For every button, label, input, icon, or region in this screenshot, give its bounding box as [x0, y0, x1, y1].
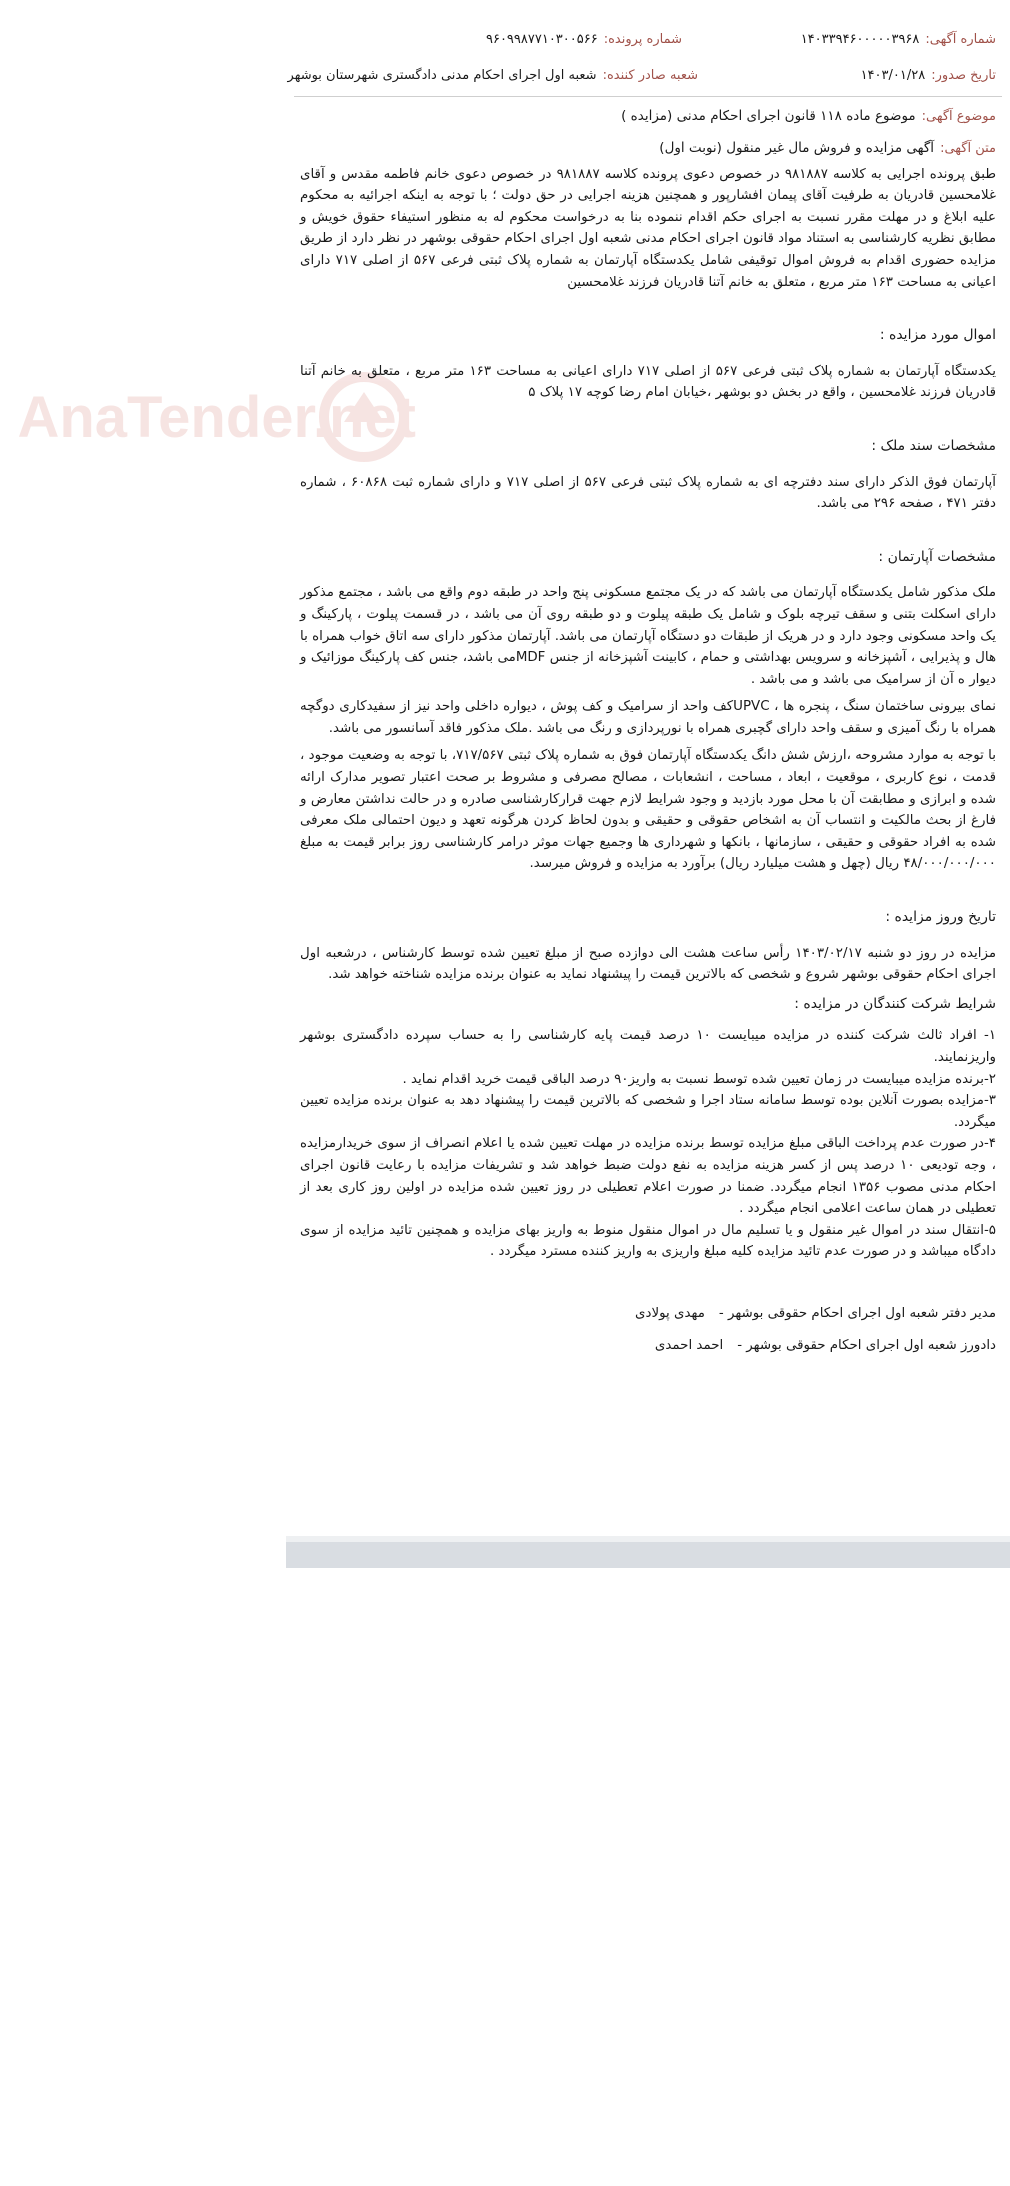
signature-title: مدیر دفتر شعبه اول اجرای احکام حقوقی بوشهر - — [718, 1305, 996, 1321]
apartment-paragraph-1: ملک مذکور شامل یکدستگاه آپارتمان می باشد که در یک مجتمع مسکونی پنج واحد در طبقه دوم واقع می باشد ، مجتمع مذکور دارای اسکلت بتنی و سقف تیرچه بلوک و شامل یک طبقه پیلوت و دو طبقه روی آن می باشد ، در قسمت پیلوت ، پارکینگ و یک واحد مسکونی وجود دارد و در هریک از طبقات دو دستگاه آپارتمان می باشد. آپارتمان مذکور دارای سه اتاق خواب همراه با هال و پذیرایی ، آشپزخانه و سرویس بهداشتی و حمام ، کابینت آشپزخانه از جنس MDFمی باشد، جنس کف پارکینگ موزائیک و دیوار ه آن از سرامیک می باشد و می باشد . — [300, 585, 997, 687]
conditions-heading: شرایط شرکت کنندگان در مزایده : — [794, 995, 996, 1012]
ad-text-label: متن آگهی: — [940, 141, 996, 156]
apartment-paragraph-2: نمای بیرونی ساختمان سنگ ، پنجره ها ، UPVCکف واحد از سرامیک و کف پوش ، دیواره داخلی واحد نیز از سفیدکاری دوگچه همراه با رنگ آمیزی و سقف واحد دارای گچبری همراه با نورپردازی و رنگ می باشد .ملک مذکور فاقد آسانسور می باشد. — [300, 699, 997, 736]
signature-line — [300, 1303, 996, 1325]
signature-line — [300, 1335, 996, 1357]
ad-text-value: آگهی مزایده و فروش مال غیر منقول (نوبت اول) — [659, 140, 935, 156]
condition-item: ۴-در صورت عدم پرداخت الباقی مبلغ مزایده توسط برنده مزایده در مهلت تعیین شده یا اعلام انصراف از سوی خریدارمزایده ، وجه تودیعی ۱۰ درصد پس از کسر هزینه مزایده به نفع دولت ضبط خواهد شد و تشریفات مزایده با رعایت قانون اجرای احکام مدنی مصوب ۱۳۵۶ انجام میگردد. ضمنا در صورت اعلام تعطیلی در روز تعیین شده مزایده در اولین روز کاری بعد از تعطیلی در همان ساعت اعلامی انجام میگردد . — [300, 1136, 996, 1217]
case-number: ۹۶۰۹۹۸۷۷۱۰۳۰۰۵۶۶ — [485, 32, 598, 47]
condition-item: ۱- افراد ثالث شرکت کننده در مزایده میبایست ۱۰ درصد قیمت پایه کارشناسی را به حساب سپرده دادگستری بوشهر واریزنمایند. — [300, 1028, 997, 1065]
deed-paragraph: آپارتمان فوق الذکر دارای سند دفترچه ای به شماره پلاک ثبتی فرعی ۵۶۷ از اصلی ۷۱۷ و دارای شماره ثبت ۶۰۸۶۸ ، شماره دفتر ۴۷۱ ، صفحه ۲۹۶ می باشد. — [300, 474, 996, 512]
intro-paragraph: طبق پرونده اجرایی به کلاسه ۹۸۱۸۸۷ در خصوص دعوی پرونده کلاسه ۹۸۱۸۸۷ در خصوص دعوی خانم فاطمه مقدس و آقای غلامحسین قادریان به طرفیت آقای پیمان افشارپور و همچنین هزینه اجرایی در حق دولت ؛ با توجه به اینکه اجرائیه به محکوم علیه ابلاغ و در مهلت مقرر نسبت به اجرای حکم اقدام ننموده بنا به درخواست محکوم له به منظور استیفاء حقوق خویش و مطابق نظریه کارشناسی به استناد مواد قانون اجرای احکام مدنی شعبه اول اجرای احکام حقوقی بوشهر در نظر دارد از طریق مزایده حضوری اقدام به فروش اموال توقیفی شامل یکدستگاه آپارتمان به شماره پلاک ثبتی فرعی ۵۶۷ از اصلی ۷۱۷ دارای اعیانی به مساحت ۱۶۳ متر مربع ، متعلق به خانم آتنا قادریان فرزند غلامحسین — [300, 166, 997, 290]
assets-paragraph: یکدستگاه آپارتمان به شماره پلاک ثبتی فرعی ۵۶۷ از اصلی ۷۱۷ دارای اعیانی به مساحت ۱۶۳ متر مربع ، متعلق به خانم آتنا قادریان فرزند غلامحسین ، واقع در بخش دو بوشهر ،خیابان امام رضا کوچه ۱۷ پلاک ۵ — [300, 363, 996, 401]
ad-number-row — [801, 32, 996, 47]
assets-heading: اموال مورد مزایده : — [879, 327, 996, 344]
subject-value: موضوع ماده ۱۱۸ قانون اجرای احکام مدنی (مزایده ) — [621, 108, 916, 124]
issuer: شعبه اول اجرای احکام مدنی دادگستری شهرستان بوشهر — [287, 68, 597, 83]
issuer-row — [288, 68, 698, 83]
issuer-label: شعبه صادر کننده: — [602, 68, 698, 83]
notice-body — [300, 138, 996, 1356]
case-number-label: شماره پرونده: — [603, 32, 682, 47]
case-number-row — [486, 32, 682, 47]
auction-date-heading: تاریخ وروز مزایده : — [885, 909, 996, 926]
condition-item: ۲-برنده مزایده میبایست در زمان تعیین شده توسط نسبت به واریز۹۰ درصد الباقی قیمت خرید اقدام نماید . — [402, 1071, 996, 1087]
signature-title: دادورز شعبه اول اجرای احکام حقوقی بوشهر - — [737, 1337, 996, 1353]
signature-name: مهدی پولادی — [635, 1305, 705, 1321]
issue-date: ۱۴۰۳/۰۱/۲۸ — [860, 68, 926, 83]
apartment-paragraph-3: با توجه به موارد مشروحه ،ارزش شش دانگ یکدستگاه آپارتمان فوق به شماره پلاک ثبتی ۷۱۷/۵۶۷، با توجه به وضعیت موجود ، قدمت ، نوع کاربری ، موقعیت ، ابعاد ، مساحت ، انشعابات ، مصالح مصرفی و مشروط بر صحت اعتبار تصویر مدارک ارائه شده و ابرازی و مطابقت آن با محل مورد بازدید و وجود شرایط لازم جهت قرارکارشناسی صادره و در حالت نداشتن معارض و فارغ از بحث مالکیت و انتساب آن به اشخاص حقوقی و حقیقی و بدون لحاظ کردن هرگونه تعهد و دیون احتمالی ملک معرفی شده به افراد حقوقی و حقیقی ، سازمانها ، بانکها و شهرداری ها وجمیع جهات موثر درامر کارشناسی روز برابر قیمت به مبلغ ۴۸/۰۰۰/۰۰۰/۰۰۰ ریال (چهل و هشت میلیارد ریال) برآورد به مزایده و فروش میرسد. — [300, 748, 996, 872]
apartment-heading: مشخصات آپارتمان : — [878, 548, 996, 565]
ad-number-label: شماره آگهی: — [925, 32, 996, 47]
ad-text-row — [300, 138, 996, 160]
footer-bar — [286, 1542, 1010, 1568]
ad-number: ۱۴۰۳۳۹۴۶۰۰۰۰۰۳۹۶۸ — [800, 32, 920, 47]
subject-label: موضوع آگهی: — [921, 109, 996, 124]
notice-page — [17, 0, 1010, 1568]
deed-heading: مشخصات سند ملک : — [871, 437, 996, 454]
issue-date-row — [861, 68, 996, 83]
condition-item: ۵-انتقال سند در اموال غیر منقول و یا تسلیم مال در اموال منقول منوط به واریز بهای مزایده و همچنین تائید مزایده از سوی دادگاه میباشد و در صورت عدم تائید مزایده کلیه مبلغ واریزی به واریز کننده مسترد میگردد . — [300, 1222, 996, 1260]
signature-name: احمد احمدی — [654, 1337, 724, 1353]
watermark-text: AnaTender.net — [17, 385, 416, 450]
condition-item: ۳-مزایده بصورت آنلاین بوده توسط سامانه ستاد اجرا و شخصی که بالاترین قیمت را پیشنهاد دهد به عنوان برنده مزایده تعیین میگردد. — [300, 1093, 996, 1130]
issue-date-label: تاریخ صدور: — [931, 68, 996, 83]
header-divider — [294, 96, 1002, 97]
subject-row — [621, 108, 996, 124]
auction-date-paragraph: مزایده در روز دو شنبه ۱۴۰۳/۰۲/۱۷ رأس ساعت هشت الی دوازده صبح از مبلغ تعیین شده توسط کارشناس ، درشعبه اول اجرای احکام حقوقی بوشهر شروع و شخصی که بالاترین قیمت را پیشنهاد نماید به عنوان برنده مزایده شناخته خواهد شد. — [300, 945, 996, 983]
